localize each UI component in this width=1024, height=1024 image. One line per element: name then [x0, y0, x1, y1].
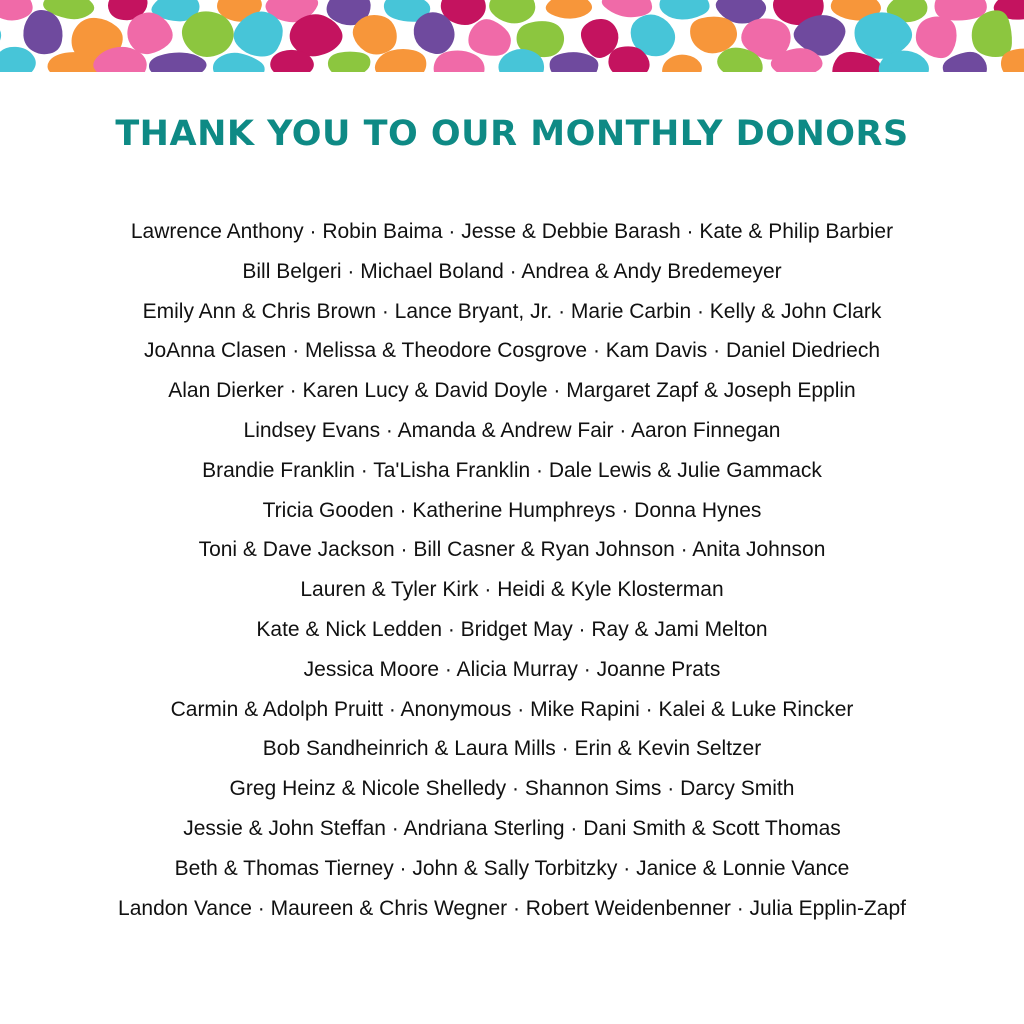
donor-line: Bob Sandheinrich & Laura Mills · Erin & Kevin Seltzer [262, 737, 762, 761]
donor-line: Lauren & Tyler Kirk · Heidi & Kyle Klosterman [300, 578, 724, 602]
mosaic-tile [0, 47, 36, 72]
mosaic-tile [149, 53, 207, 72]
donor-line: Beth & Thomas Tierney · John & Sally Torbitzky · Janice & Lonnie Vance [174, 856, 850, 880]
mosaic-banner [0, 0, 1024, 72]
mosaic-tile [602, 0, 652, 17]
mosaic-tile [0, 0, 33, 20]
mosaic-tile [182, 11, 234, 57]
donor-line: Brandie Franklin · Ta'Lisha Franklin · Dale Lewis & Julie Gammack [202, 458, 822, 482]
donor-line: Landon Vance · Maureen & Chris Wegner · Robert Weidenbenner · Julia Epplin-Zapf [118, 896, 906, 920]
donor-list [0, 212, 1024, 928]
donor-line: Lawrence Anthony · Robin Baima · Jesse & Debbie Barash · Kate & Philip Barbier [130, 220, 894, 243]
mosaic-tile [659, 0, 709, 20]
donor-line: Toni & Dave Jackson · Bill Casner & Ryan Johnson · Anita Johnson [198, 538, 826, 562]
mosaic-tile [916, 16, 957, 58]
donor-line: Jessie & John Steffan · Andriana Sterling · Dani Smith & Scott Thomas [183, 816, 841, 840]
donor-line: JoAnna Clasen · Melissa & Theodore Cosgrove · Kam Davis · Daniel Diedriech [143, 339, 881, 363]
donor-line: Jessica Moore · Alicia Murray · Joanne Prats [303, 657, 721, 681]
mosaic-tile [662, 55, 702, 72]
mosaic-tile [546, 0, 592, 19]
mosaic-pattern [0, 0, 1024, 72]
donor-line: Alan Dierker · Karen Lucy & David Doyle · Margaret Zapf & Joseph Epplin [168, 379, 856, 403]
mosaic-tile [23, 10, 62, 54]
mosaic-tile [328, 52, 370, 72]
donor-line: Carmin & Adolph Pruitt · Anonymous · Mike Rapini · Kalei & Luke Rincker [170, 697, 854, 721]
mosaic-tile [550, 52, 599, 72]
donor-line: Kate & Nick Ledden · Bridget May · Ray & Jami Melton [256, 617, 768, 641]
donor-line: Tricia Gooden · Katherine Humphreys · Donna Hynes [262, 498, 762, 522]
mosaic-tile [434, 50, 485, 72]
mosaic-tile [690, 17, 737, 54]
mosaic-tile [468, 19, 510, 56]
mosaic-tile [489, 0, 535, 23]
page-title: THANK YOU TO OUR MONTHLY DONORS [115, 114, 909, 154]
donor-line: Greg Heinz & Nicole Shelledy · Shannon Sims · Darcy Smith [229, 777, 795, 801]
donor-line: Lindsey Evans · Amanda & Andrew Fair · Aaron Finnegan [243, 418, 781, 442]
donor-line: Emily Ann & Chris Brown · Lance Bryant, Jr. · Marie Carbin · Kelly & John Clark [142, 299, 882, 323]
mosaic-tile [353, 15, 397, 54]
donor-line: Bill Belgeri · Michael Boland · Andrea & Andy Bredemeyer [242, 259, 782, 283]
